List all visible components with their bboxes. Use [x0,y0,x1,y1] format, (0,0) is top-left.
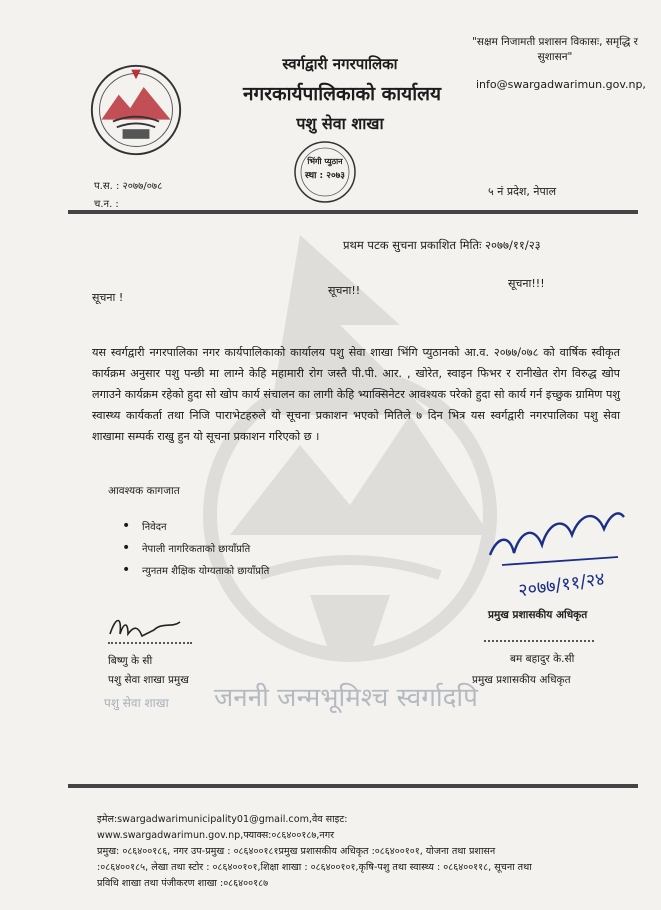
list-item: • नेपाली नागरिकताको छायाँप्रति [122,537,269,559]
footer-line-3: :०८६४००१८५, लेखा तथा स्टोर : ०८६४००१०१,शिक्षा शाखा : ०८६४००१०१,कृषि-पशु तथा स्वास्थ्य : ०८६४००११८, सूचना तथा [97,862,532,873]
required-documents-title: आवश्यक कागजात [108,485,180,497]
stamp-line-1: भिंगी प्युठान [307,157,343,166]
ref-patra-sankhya: प.स. : २०७७/०७८ [94,181,163,192]
notice-label-mid: सूचना!! [328,284,361,297]
office-name: नगरकार्यपालिकाको कार्यालय [242,83,442,105]
municipality-name: स्वर्गद्वारी नगरपालिका [282,55,398,73]
footer-line-4: प्रविधि शाखा तथा पंजीकरण शाखा :०८६४००१८७ [97,878,269,889]
footer-line-2: प्रमुख: ०८६४००१८६, नगर उप-प्रमुख : ०८६४००१८१प्रमुख प्रशासकीय अधिकृत :०८६४००१०१, योजना तथा प्रशासन [97,846,496,857]
notice-body: यस स्वर्गद्वारी नगरपालिका नगर कार्यपालिकाको कार्यालय पशु सेवा शाखा भिंगि प्युठानको आ.व. २०७७/०७८ को वार्षिक स्वीकृत कार्यक्रम अनुसार पशु पन्छी मा लाग्ने केहि महामारी रोग जस्तै पी.पी. आर. , खोरेत, स्वाइन फिभर र रानीखेत रोग विरुद्ध खोप लगाउने कार्यक्रम रहेको हुदा सो खोप कार्य संचालन का लागी केहि भ्याक्सिनेटर आवश्यक परेको हुदा सो कार्य गर्न इच्छुक ग्रामिण पशु स्वास्थ्य कार्यकर्ता तथा निजि पाराभेटहरुले यो सूचना प्रकाशन भएको मितिले ७ दिन भित्र यस स्वर्गद्वारी नगरपालिका पशु सेवा शाखामा सम्पर्क राखु हुन यो सूचना प्रकाशन गरिएको छ । [92,346,620,443]
signature-line-right [484,640,594,642]
reference-numbers [94,178,162,214]
notice-label-right: सूचना!!! [508,277,545,290]
slogan-watermark [104,668,624,726]
signatory-right-title: प्रमुख प्रशासकीय अधिकृत [472,674,571,686]
office-watermark: पशु सेवा शाखा [104,696,169,710]
footer-contacts [97,812,537,892]
section-name: पशु सेवा शाखा [296,114,384,133]
signature-line-left [108,642,192,644]
ref-chalani-number: च.न. : [94,199,119,210]
designation-stamp-text: प्रमुख प्रशासकीय अधिकृत [488,609,588,621]
list-item: • निवेदन [122,515,269,537]
province-label: ५ नं प्रदेश, नेपाल [488,185,557,198]
office-stamp [292,138,358,206]
designation-stamp [488,603,598,625]
footer-line-1: इमेल:swargadwarimunicipality01@gmail.com,वेव साइट: www.swargadwarimun.gov.np,फ्याक्स:०८६४००१८७,नगर [97,814,348,841]
first-publication-date: प्रथम पटक सुचना प्रकाशित मितिः २०७७/११/२३ [343,238,541,252]
signatory-left-name: बिष्णु के सी [108,655,153,667]
office-email: info@swargadwarimun.gov.np, [476,78,646,91]
signatory-right-name: बम बहादुर के.सी [510,653,575,665]
signature-right [478,495,628,605]
stamp-line-2: स्था : २०७३ [305,171,345,181]
required-documents-list [122,515,269,581]
municipality-emblem-icon [88,62,184,158]
notice-label-left: सूचना ! [92,291,124,304]
signatory-left-title: पशु सेवा शाखा प्रमुख [108,674,189,686]
footer-divider [68,784,638,788]
slogan-watermark-text: जननी जन्मभूमिश्च स्वर्गादपि [214,683,478,713]
signature-date: २०७७/११/२४ [516,568,607,602]
header-divider [68,210,638,214]
motto: "सक्षम निजामती प्रशासन विकासः, समृद्धि र सुशासन" [472,36,638,63]
list-item: • न्युनतम शैक्षिक योग्यताको छायाँप्रति [122,559,269,581]
